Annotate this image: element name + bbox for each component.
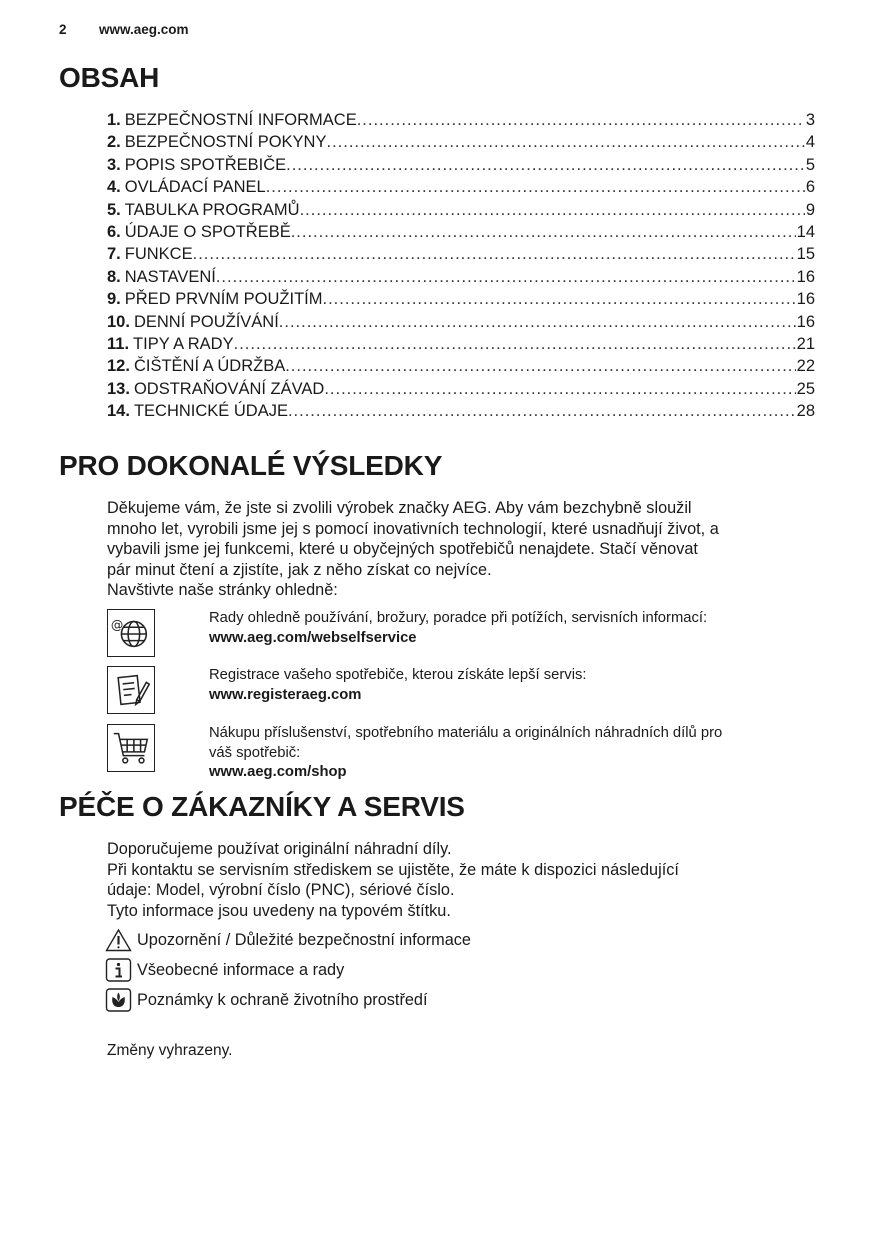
changes-reserved-note: Změny vyhrazeny. xyxy=(107,1042,233,1059)
toc-item-page: 25 xyxy=(796,379,815,398)
note-warning xyxy=(105,928,471,952)
web-support-icon xyxy=(107,609,155,657)
webselfservice-link[interactable]: www.aeg.com/webselfservice xyxy=(209,629,417,646)
table-of-contents xyxy=(107,111,815,424)
toc-item[interactable]: 13. ODSTRAŇOVÁNÍ ZÁVAD ..... 25 xyxy=(107,380,815,402)
toc-item[interactable]: 5. TABULKA PROGRAMŮ ..... 9 xyxy=(107,201,815,223)
shop-link[interactable]: www.aeg.com/shop xyxy=(209,764,347,780)
toc-item-label: ČIŠTĚNÍ A ÚDRŽBA xyxy=(133,357,286,376)
toc-item[interactable]: 6. ÚDAJE O SPOTŘEBĚ ..... 14 xyxy=(107,223,815,245)
note-label: Všeobecné informace a rady xyxy=(137,960,345,979)
toc-item[interactable]: 12. ČIŠTĚNÍ A ÚDRŽBA ..... 22 xyxy=(107,357,815,379)
results-section-title: PRO DOKONALÉ VÝSLEDKY xyxy=(59,450,443,481)
toc-item-page: 5 xyxy=(805,155,815,174)
care-section-title: PÉČE O ZÁKAZNÍKY A SERVIS xyxy=(59,791,465,822)
shopping-cart-icon xyxy=(107,724,155,772)
toc-item[interactable]: 8. NASTAVENÍ ..... 16 xyxy=(107,268,815,290)
toc-item-label: ÚDAJE O SPOTŘEBĚ xyxy=(124,222,291,241)
toc-title: OBSAH xyxy=(59,62,160,93)
toc-item[interactable]: 11. TIPY A RADY ..... 21 xyxy=(107,335,815,357)
toc-item-page: 16 xyxy=(796,267,815,286)
toc-item-page: 6 xyxy=(805,178,815,197)
toc-item-page: 16 xyxy=(796,290,815,309)
toc-item-label: TABULKA PROGRAMŮ xyxy=(124,200,300,219)
svg-text:@: @ xyxy=(110,617,124,633)
toc-item-page: 15 xyxy=(796,245,815,264)
toc-item[interactable]: 4. OVLÁDACÍ PANEL ..... 6 xyxy=(107,178,815,200)
website-link[interactable]: www.aeg.com xyxy=(99,22,189,37)
page-header xyxy=(59,22,189,37)
toc-item-page: 14 xyxy=(796,222,815,241)
toc-item-label: BEZPEČNOSTNÍ POKYNY xyxy=(124,133,327,152)
toc-item-label: NASTAVENÍ xyxy=(124,267,216,286)
toc-item-page: 9 xyxy=(805,200,815,219)
toc-item-page: 28 xyxy=(796,402,815,421)
toc-item-page: 21 xyxy=(796,334,815,353)
environment-icon xyxy=(105,988,132,1012)
care-text: Doporučujeme používat originální náhradní díly. Při kontaktu se servisním střediskem se ujistěte, že máte k dispozici následující údaje: Model, výrobní číslo (PNC), sériové číslo. Tyto informace jsou uvedeny na typovém štítku. xyxy=(107,840,679,920)
toc-item-page: 16 xyxy=(796,312,815,331)
toc-item-label: DENNÍ POUŽÍVÁNÍ xyxy=(133,312,279,331)
toc-item-label: TIPY A RADY xyxy=(133,334,234,353)
toc-item[interactable]: 10. DENNÍ POUŽÍVÁNÍ ..... 16 xyxy=(107,313,815,335)
toc-item[interactable]: 9. PŘED PRVNÍM POUŽITÍM ..... 16 xyxy=(107,290,815,312)
toc-item[interactable]: 7. FUNKCE ..... 15 xyxy=(107,245,815,267)
page-number: 2 xyxy=(59,22,67,37)
toc-item-label: FUNKCE xyxy=(124,245,193,264)
toc-item-label: OVLÁDACÍ PANEL xyxy=(124,178,266,197)
toc-item-label: BEZPEČNOSTNÍ INFORMACE xyxy=(124,111,357,129)
toc-item[interactable]: 1. BEZPEČNOSTNÍ INFORMACE ..... 3 xyxy=(107,111,815,133)
results-intro: Děkujeme vám, že jste si zvolili výrobek značky AEG. Aby vám bezchybně sloužil mnoho let, vyrobili jsme jej s pomocí inovativních technologií, které usnadňují život, a vybavili jsme jej funkcemi, které u obyčejných spotřebičů nenajdete. Stačí věnovat pár minut čtení a zjistíte, jak z něho získat co nejvíce. Navštivte naše stránky ohledně: xyxy=(107,499,719,600)
note-environment xyxy=(105,988,428,1012)
toc-item-label: ODSTRAŇOVÁNÍ ZÁVAD xyxy=(133,379,325,398)
note-label: Poznámky k ochraně životního prostředí xyxy=(137,990,428,1009)
toc-item-page: 22 xyxy=(796,357,815,376)
info-icon xyxy=(105,958,132,982)
toc-item[interactable]: 14. TECHNICKÉ ÚDAJE ..... 28 xyxy=(107,402,815,424)
register-link[interactable]: www.registeraeg.com xyxy=(209,686,362,703)
toc-item-label: PŘED PRVNÍM POUŽITÍM xyxy=(124,290,323,309)
note-info xyxy=(105,958,344,982)
toc-item[interactable]: 2. BEZPEČNOSTNÍ POKYNY ..... 4 xyxy=(107,133,815,155)
toc-item[interactable]: 3. POPIS SPOTŘEBIČE ..... 5 xyxy=(107,156,815,178)
toc-item-page: 4 xyxy=(805,133,815,152)
registration-icon xyxy=(107,666,155,714)
note-label: Upozornění / Důležité bezpečnostní informace xyxy=(137,930,471,949)
toc-item-label: POPIS SPOTŘEBIČE xyxy=(124,155,287,174)
toc-item-label: TECHNICKÉ ÚDAJE xyxy=(133,402,288,421)
toc-item-page: 3 xyxy=(805,111,815,129)
warning-icon xyxy=(105,928,132,952)
